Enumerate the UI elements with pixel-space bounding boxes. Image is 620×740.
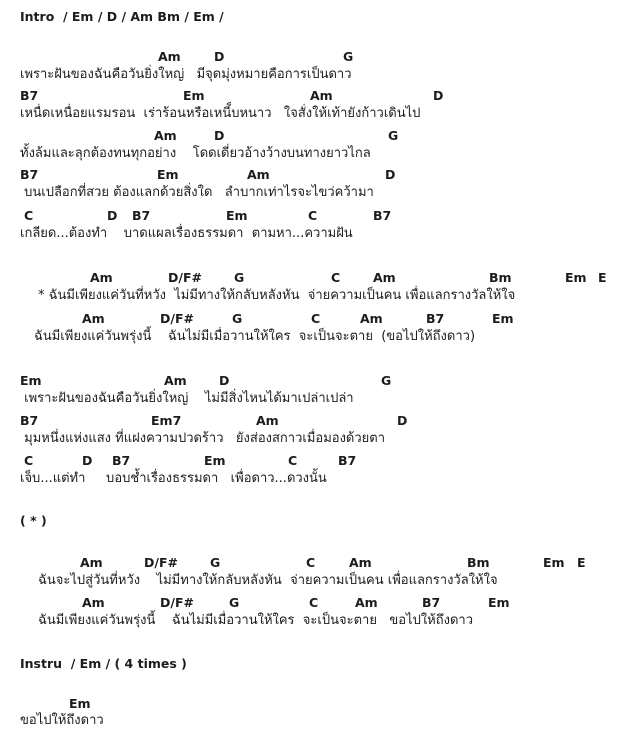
lyric-line: เกลียด...ต้องทำ บาดแผลเรื่องธรรมดา ตามหา...ความฝัน bbox=[20, 226, 353, 241]
lyric-line: ฉันมีเพียงแค่วันพรุ่งนี้ ฉันไม่มีเมื่อวานให้ใคร จะเป็นจะตาย (ขอไปให้ถึงดาว) bbox=[34, 329, 476, 344]
chord-label: Em bbox=[543, 555, 565, 570]
chord-label: C bbox=[24, 208, 34, 223]
chord-label: D/F# bbox=[160, 311, 194, 326]
chord-label: D bbox=[397, 413, 408, 428]
chord-label: D/F# bbox=[168, 270, 202, 285]
chord-label: Am bbox=[355, 595, 378, 610]
chord-label: B7 bbox=[422, 595, 441, 610]
chord-label: C bbox=[308, 208, 318, 223]
chord-label: Em bbox=[565, 270, 587, 285]
chord-label: Am bbox=[373, 270, 396, 285]
chord-label: D bbox=[107, 208, 118, 223]
chord-label: E bbox=[598, 270, 607, 285]
chord-label: D bbox=[219, 373, 230, 388]
chord-label: Am bbox=[360, 311, 383, 326]
lyric-line: เพราะฝันของฉันคือวันยิ่งใหญ่ มีจุดมุ่งหมายคือการเป็นดาว bbox=[20, 67, 352, 82]
chord-label: G bbox=[234, 270, 245, 285]
chord-label: Em bbox=[488, 595, 510, 610]
chord-label: Am bbox=[154, 128, 177, 143]
lyric-line: ฉันจะไปสู่วันที่หวัง ไม่มีทางให้กลับหลังหัน จ่ายความเป็นคน เพื่อแลกรางวัลให้ใจ bbox=[38, 573, 498, 588]
chord-label: Em bbox=[183, 88, 205, 103]
chord-label: D bbox=[214, 128, 225, 143]
chord-label: B7 bbox=[20, 88, 39, 103]
chord-label: D bbox=[385, 167, 396, 182]
chord-label: Em7 bbox=[151, 413, 182, 428]
chord-label: B7 bbox=[20, 413, 39, 428]
chord-label: D bbox=[82, 453, 93, 468]
chord-label: G bbox=[388, 128, 399, 143]
chord-label: C bbox=[24, 453, 34, 468]
lyric-line: ขอไปให้ถึงดาว bbox=[20, 713, 104, 728]
chord-label: C bbox=[309, 595, 319, 610]
chord-label: G bbox=[229, 595, 240, 610]
chord-label: Em bbox=[157, 167, 179, 182]
lyric-line: เจ็บ...แต่ทำ บอบช้ำเรื่องธรรมดา เพื่อดาว...ดวงนั้น bbox=[20, 471, 327, 486]
chord-label: Am bbox=[310, 88, 333, 103]
chord-label: Am bbox=[158, 49, 181, 64]
chord-label: Em bbox=[69, 696, 91, 711]
lyric-line: * ฉันมีเพียงแค่วันที่หวัง ไม่มีทางให้กลับหลังหัน จ่ายความเป็นคน เพื่อแลกรางวัลให้ใจ bbox=[38, 288, 516, 303]
chord-label: D/F# bbox=[160, 595, 194, 610]
chord-label: Am bbox=[256, 413, 279, 428]
chord-label: G bbox=[210, 555, 221, 570]
chord-label: Em bbox=[492, 311, 514, 326]
chord-label: Am bbox=[349, 555, 372, 570]
chord-label: G bbox=[232, 311, 243, 326]
lyric-line: บนเปลือกที่สวย ต้องแลกด้วยสิ่งใด ลำบากเท่าไรจะไขว่คว้ามา bbox=[20, 185, 374, 200]
chord-label: Am bbox=[82, 311, 105, 326]
lyric-line: ฉันมีเพียงแค่วันพรุ่งนี้ ฉันไม่มีเมื่อวานให้ใคร จะเป็นจะตาย ขอไปให้ถึงดาว bbox=[38, 613, 473, 628]
chord-label: Bm bbox=[489, 270, 512, 285]
chord-label: Am bbox=[90, 270, 113, 285]
section-heading: ( * ) bbox=[20, 513, 47, 528]
chord-label: Am bbox=[80, 555, 103, 570]
chord-label: Am bbox=[82, 595, 105, 610]
chord-label: D/F# bbox=[144, 555, 178, 570]
chord-label: Em bbox=[226, 208, 248, 223]
lyric-line: มุมหนึ่งแห่งแสง ที่แฝงความปวดร้าว ยังส่องสกาวเมื่อมองด้วยตา bbox=[20, 431, 386, 446]
lyric-line: เหนื่ดเหนื่อยแรมรอน เร่าร้อนหรือเหนี็บหนาว ใจสั่งให้เท้ายังก้าวเดินไป bbox=[20, 106, 421, 121]
chord-label: B7 bbox=[338, 453, 357, 468]
chord-label: B7 bbox=[112, 453, 131, 468]
chord-label: C bbox=[331, 270, 341, 285]
chord-label: E bbox=[577, 555, 586, 570]
chord-label: B7 bbox=[132, 208, 151, 223]
lyric-line: ทั้งล้มและลุกต้องทนทุกอย่าง โดดเดี่ยวอ้างว้างบนทางยาวไกล bbox=[20, 146, 371, 161]
chord-label: B7 bbox=[20, 167, 39, 182]
chord-label: Em bbox=[204, 453, 226, 468]
chord-label: C bbox=[288, 453, 298, 468]
chord-label: Bm bbox=[467, 555, 490, 570]
chord-label: C bbox=[311, 311, 321, 326]
chord-label: C bbox=[306, 555, 316, 570]
chord-label: Am bbox=[247, 167, 270, 182]
chord-label: G bbox=[381, 373, 392, 388]
chord-label: Em bbox=[20, 373, 42, 388]
chord-label: D bbox=[433, 88, 444, 103]
chord-label: G bbox=[343, 49, 354, 64]
section-heading: Instru / Em / ( 4 times ) bbox=[20, 656, 187, 671]
chord-label: B7 bbox=[373, 208, 392, 223]
chord-label: Am bbox=[164, 373, 187, 388]
chord-label: B7 bbox=[426, 311, 445, 326]
chord-label: D bbox=[214, 49, 225, 64]
lyric-line: เพราะฝันของฉันคือวันยิ่งใหญ่ ไม่มีสิ่งไหนได้มาเปล่าเปล่า bbox=[20, 391, 354, 406]
intro-heading: Intro / Em / D / Am Bm / Em / bbox=[20, 9, 224, 24]
